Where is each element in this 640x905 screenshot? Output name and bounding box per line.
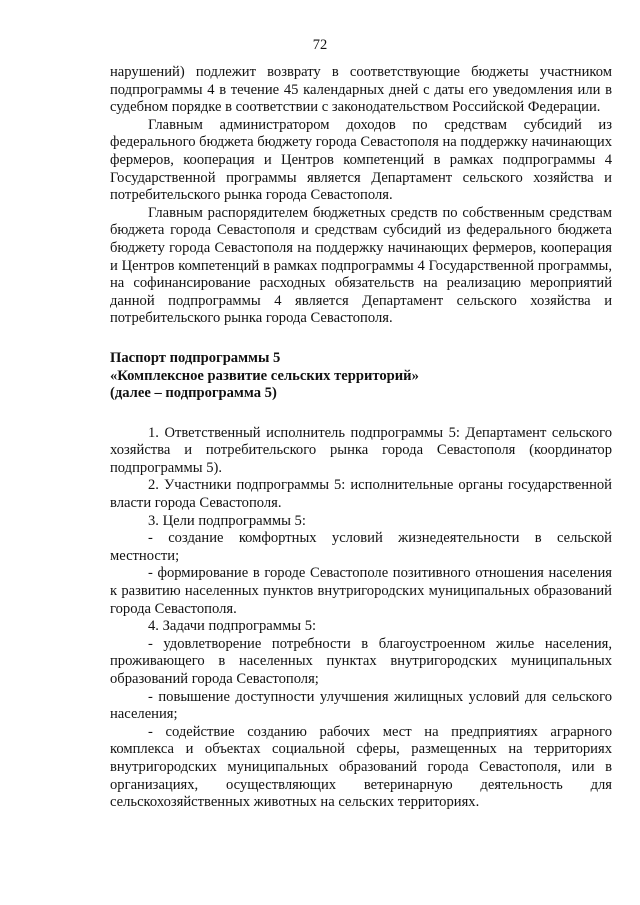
goal-item-comfort: - создание комфортных условий жизнедеятельности в сельской местности;: [110, 530, 612, 564]
document-body: [110, 64, 612, 812]
passport-item-goals: 3. Цели подпрограммы 5:: [148, 512, 306, 529]
paragraph-refund: нарушений) подлежит возврату в соответствующие бюджеты участником подпрограммы 4 в течение 45 календарных дней с даты его уведомления или в судебном порядке в соответствии с законодательством Российской Федерации.: [110, 64, 612, 116]
heading-line-3: (далее – подпрограмма 5): [110, 385, 277, 402]
page-number: 72: [312, 37, 328, 53]
passport-item-executor: 1. Ответственный исполнитель подпрограммы 5: Департамент сельского хозяйства и потребительского рынка города Севастополя (координатор подпрограммы 5).: [110, 424, 612, 476]
passport-heading: [110, 350, 612, 403]
paragraph-revenue-administrator: Главным администратором доходов по средствам субсидий из федерального бюджета бюджету города Севастополя на поддержку начинающих фермеров, кооперация и Центров компетенций в рамках подпрограммы 4 Государственной программы является Департамент сельского хозяйства и потребительского рынка города Севастополя.: [110, 116, 613, 204]
passport-item-participants: 2. Участники подпрограммы 5: исполнительные органы государственной власти города Севастополя.: [110, 477, 612, 512]
task-item-housing: - удовлетворение потребности в благоустроенном жилье населения, проживающего в населенных пунктах внутригородских муниципальных образований города Севастополя;: [110, 635, 612, 687]
heading-line-2: «Комплексное развитие сельских территорий»: [110, 367, 419, 384]
paragraph-budget-manager: Главным распорядителем бюджетных средств по собственным средствам бюджета города Севастополя и средствам субсидий из федерального бюджета бюджету города Севастополя на поддержку начинающих фермеров, кооперация и Центров компетенций в рамках подпрограммы 4 Государственной программы, на софинансирование расходных обязательств на реализацию мероприятий данной подпрограммы 4 является Департамент сельского хозяйства и потребительского рынка города Севастополя.: [110, 204, 612, 327]
passport-item-tasks: 4. Задачи подпрограммы 5:: [148, 618, 317, 635]
heading-line-1: Паспорт подпрограммы 5: [110, 349, 281, 366]
goal-item-attitude: - формирование в городе Севастополе позитивного отношения населения к развитию населенных пунктов внутригородских муниципальных образований города Севастополя.: [110, 565, 612, 617]
task-item-jobs: - содействие созданию рабочих мест на предприятиях аграрного комплекса и объектах социальной сферы, размещенных на территориях внутригородских муниципальных образований города Севастополя, или в организациях, осуществляющих ветеринарную деятельность для сельскохозяйственных животных на сельских территориях.: [110, 723, 612, 811]
task-item-accessibility: - повышение доступности улучшения жилищных условий для сельского населения;: [110, 688, 612, 723]
